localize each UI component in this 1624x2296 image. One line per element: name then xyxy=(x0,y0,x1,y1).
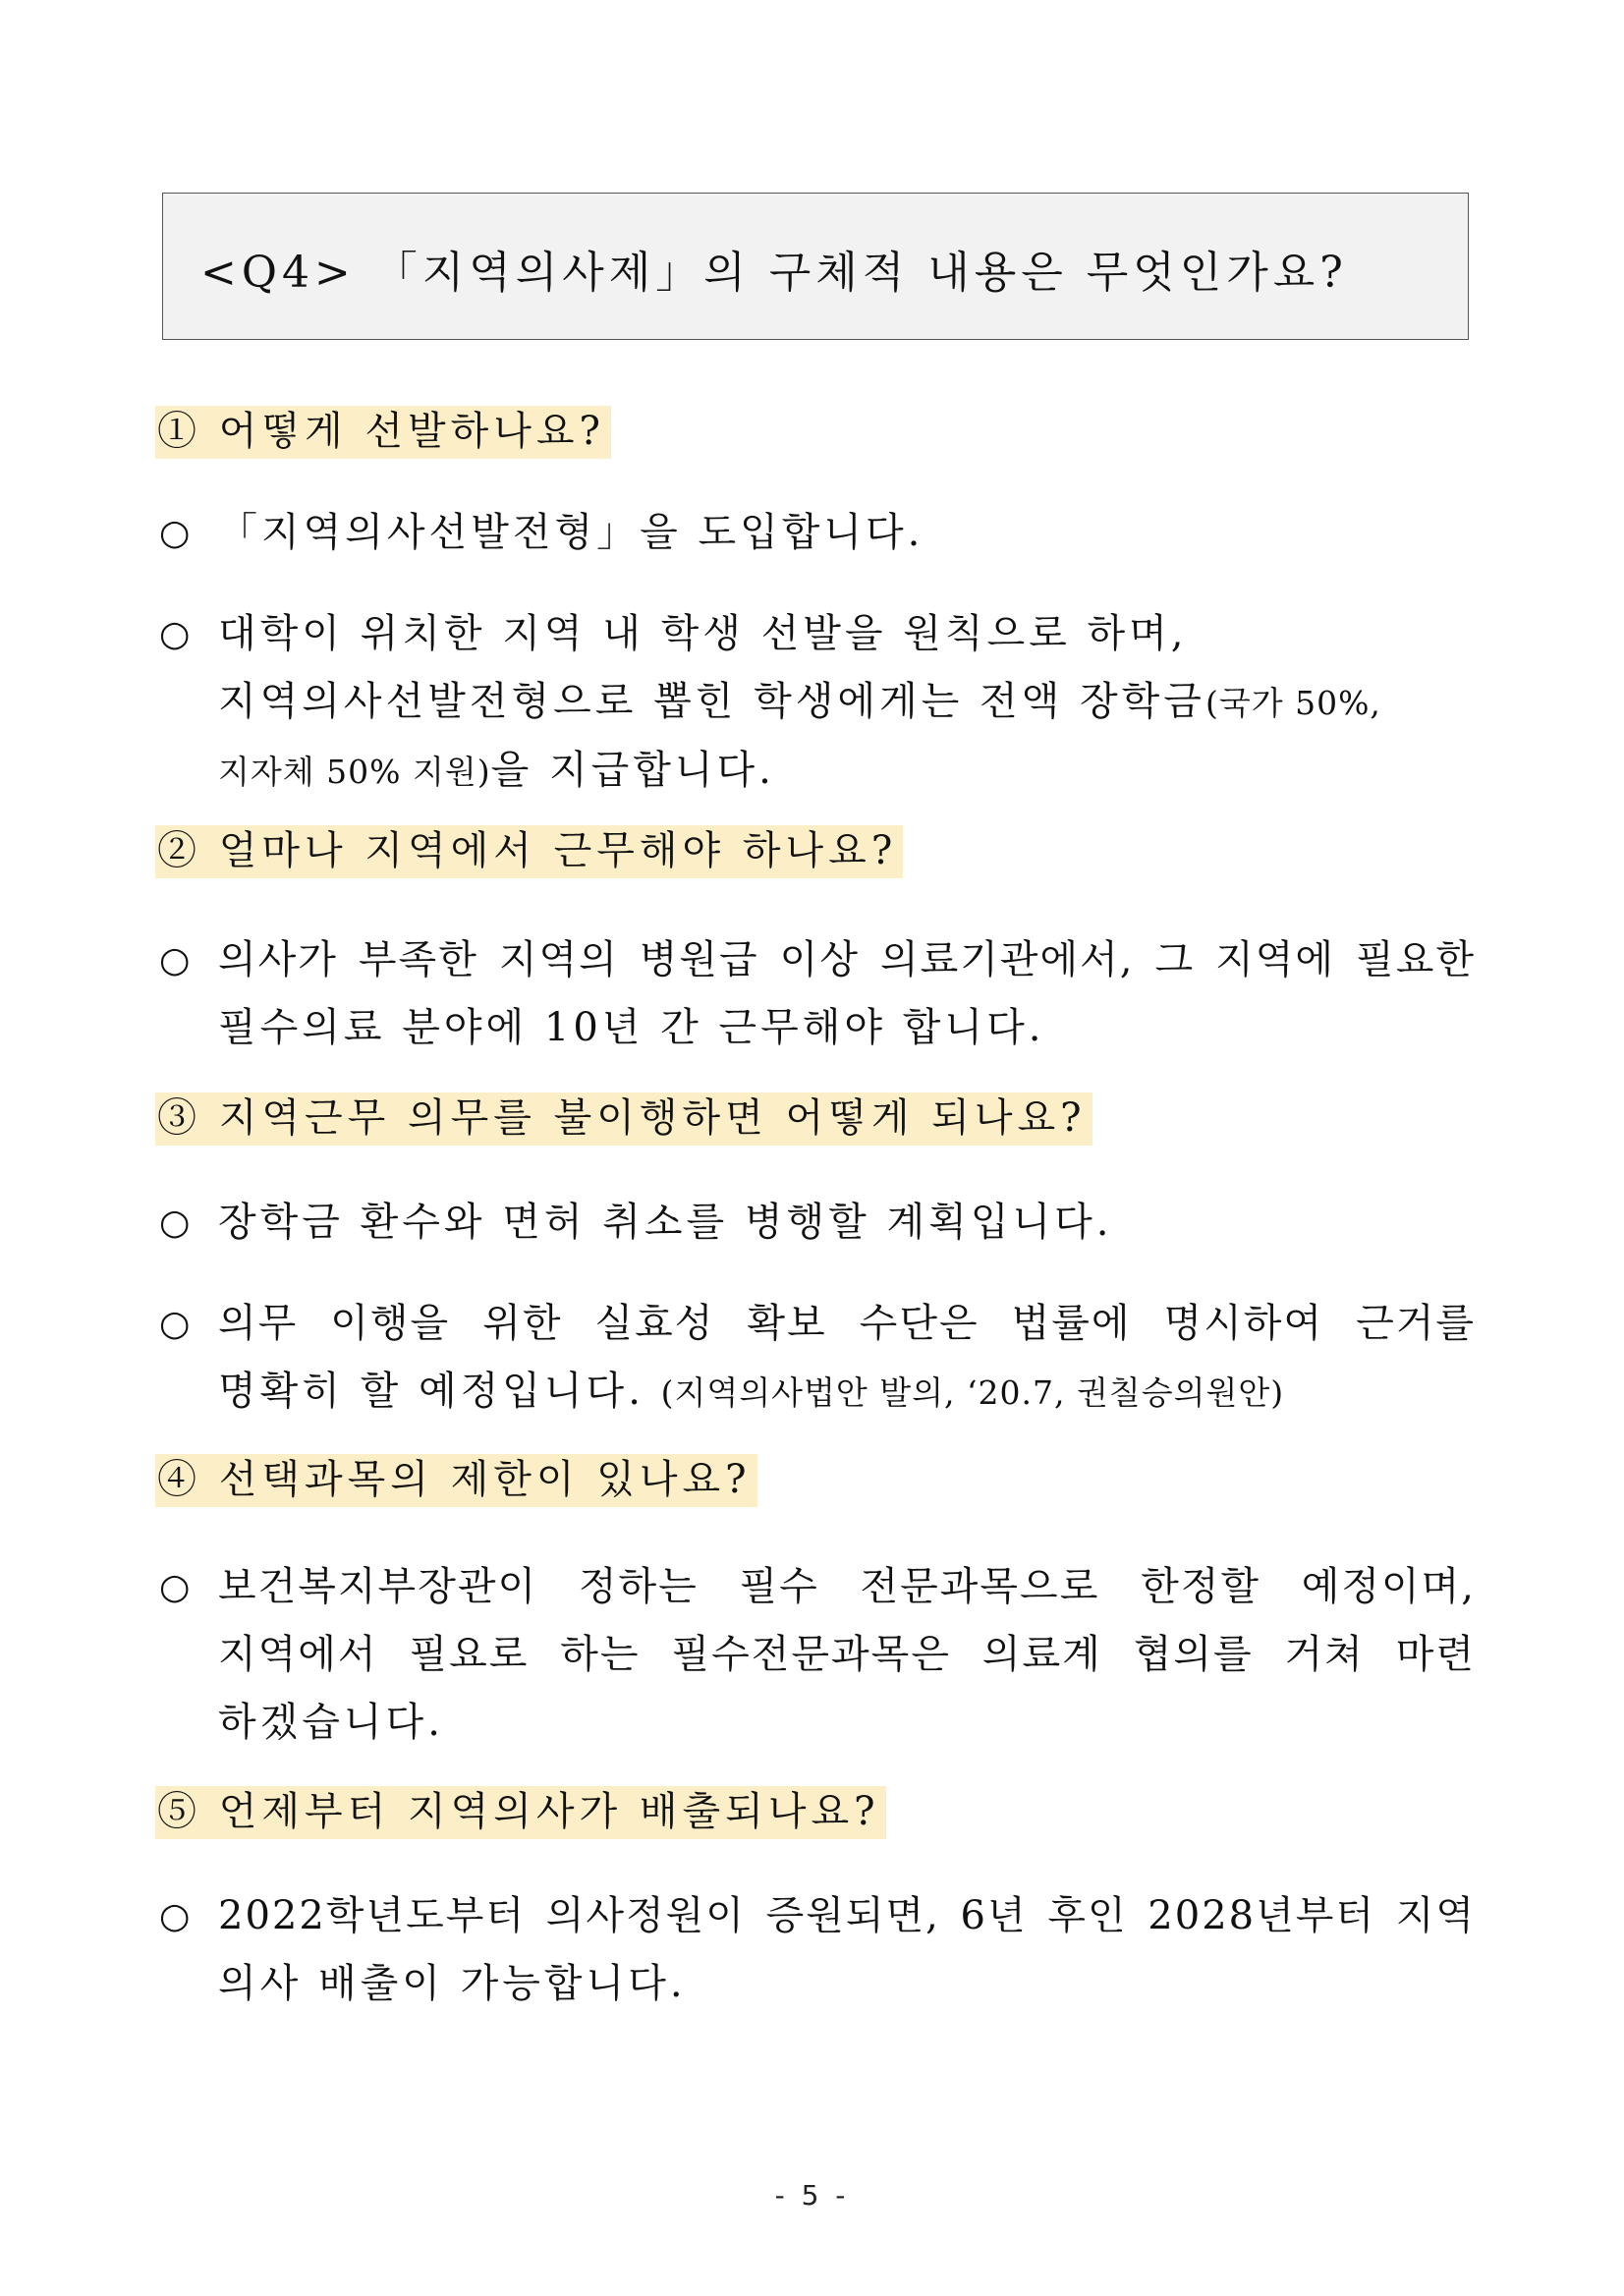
bullet-text-main: 지역의사선발전형으로 뽑힌 학생에게는 전액 장학금 xyxy=(218,679,1205,724)
bullet-text: 의무 이행을 위한 실효성 확보 수단은 법률에 명시하여 근거를 xyxy=(218,1301,1476,1346)
bullet-1-1 xyxy=(159,499,1476,567)
bullet-3-1 xyxy=(159,1189,1476,1257)
bullet-text-main: 명확히 할 예정입니다. xyxy=(218,1369,644,1414)
section-heading-1: ① 어떻게 선발하나요? xyxy=(155,406,611,459)
section-heading-3: ③ 지역근무 의무를 불이행하면 어떻게 되나요? xyxy=(155,1092,1092,1146)
bullet-text-note: (지역의사법안 발의, ‘20.7, 권칠승의원안) xyxy=(660,1373,1285,1412)
bullet-text-line-2: 필수의료 분야에 10년 간 근무해야 합니다. xyxy=(218,1005,1045,1050)
bullet-text-line-3 xyxy=(218,737,1476,806)
section-heading-5: ⑤ 언제부터 지역의사가 배출되나요? xyxy=(155,1786,886,1839)
bullet-marker: ○ xyxy=(159,1203,191,1243)
bullet-text: 의사가 부족한 지역의 병원급 이상 의료기관에서, 그 지역에 필요한 xyxy=(218,937,1476,982)
bullet-text-note: 지자체 50% 지원) xyxy=(218,753,491,791)
bullet-text-line-2: 지역에서 필요로 하는 필수전문과목은 의료계 협의를 거쳐 마련 xyxy=(218,1632,1476,1677)
question-title: <Q4> 「지역의사제」의 구체적 내용은 무엇인가요? xyxy=(200,248,1348,298)
bullet-text: 「지역의사선발전형」을 도입합니다. xyxy=(218,510,924,555)
bullet-4-1 xyxy=(159,1553,1476,1757)
bullet-2-1 xyxy=(159,926,1476,1062)
question-title-box xyxy=(162,193,1469,340)
bullet-1-2 xyxy=(159,600,1476,806)
bullet-text-note: (국가 50%, xyxy=(1204,684,1381,722)
bullet-text: 보건복지부장관이 정하는 필수 전문과목으로 한정할 예정이며, xyxy=(218,1564,1476,1609)
bullet-text-line-2: 의사 배출이 가능합니다. xyxy=(218,1961,687,2006)
bullet-marker: ○ xyxy=(159,1896,191,1936)
bullet-text-main: 을 지급합니다. xyxy=(490,748,775,793)
bullet-text: 2022학년도부터 의사정원이 증원되면, 6년 후인 2028년부터 지역 xyxy=(218,1893,1476,1938)
section-heading-4: ④ 선택과목의 제한이 있나요? xyxy=(155,1454,757,1507)
bullet-marker: ○ xyxy=(159,1567,191,1607)
bullet-text-line-2 xyxy=(218,668,1476,737)
bullet-text: 장학금 환수와 면허 취소를 병행할 계획입니다. xyxy=(218,1200,1113,1245)
bullet-marker: ○ xyxy=(159,513,191,553)
page-number: - 5 - xyxy=(774,2179,850,2212)
bullet-text: 대학이 위치한 지역 내 학생 선발을 원칙으로 하며, xyxy=(218,611,1188,656)
bullet-text-line-3: 하겠습니다. xyxy=(218,1700,444,1745)
bullet-3-2 xyxy=(159,1290,1476,1427)
bullet-text-line-2 xyxy=(218,1358,1476,1427)
bullet-5-1 xyxy=(159,1882,1476,2018)
bullet-marker: ○ xyxy=(159,940,191,980)
bullet-marker: ○ xyxy=(159,1304,191,1344)
section-heading-2: ② 얼마나 지역에서 근무해야 하나요? xyxy=(155,825,903,878)
bullet-marker: ○ xyxy=(159,614,191,654)
